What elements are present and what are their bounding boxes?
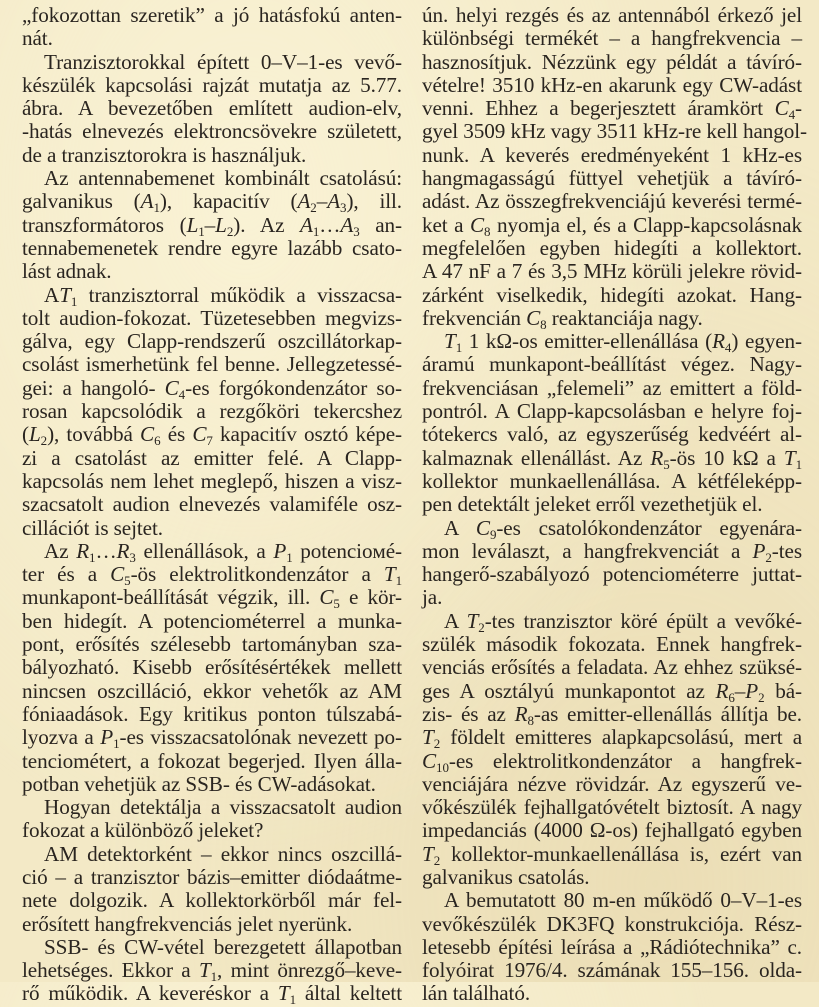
text-line: hasznosítjuk. Nézzünk egy példát a távíró- [422, 49, 802, 74]
text-line: „fokozottan szeretik” a jó hatásfokú anten- [22, 3, 402, 27]
text-line: pen detektált jeleket erről vezethetjük el. [422, 492, 763, 517]
text-line: $T_2$ földelt emitteres alapkapcsolású, mert a [422, 725, 802, 752]
text-line: Hogyan detektálja a visszacsatolt audion [44, 795, 402, 820]
text-line: zi a csatolást az emitter felé. A Clapp- [22, 445, 402, 470]
text-line: vételre! 3510 kHz-en akarunk egy CW-adást [422, 72, 802, 97]
text-line: ja. [422, 585, 443, 610]
text-line: -hatás elnevezés elektroncsövekre született, [22, 119, 402, 144]
text-line: tennabemenetek rendre egyre lazább csato- [22, 235, 402, 260]
right-column [422, 3, 808, 1006]
text-line: nát. [22, 26, 53, 51]
text-line: transzformátoros $(L_1-L_2)$. Az $A_1\dots A_3$ an- [22, 212, 403, 239]
text-line: lyozva a $P_1-es$ visszacsatolónak nevezett po- [22, 725, 402, 752]
text-line: galvanikus $(A_1)$, kapacitív $(A_2-A_3)$, ill. [22, 189, 402, 216]
text-line: fokozat a különböző jeleket? [22, 818, 264, 843]
text-line: $(L_2)$, továbbá $C_6$ és $C_7$ kapacitív osztó képe- [22, 422, 403, 449]
text-line: Tranzisztorokkal épített 0–V–1-es vevő- [44, 49, 402, 74]
text-line: hangerő-szabályozó potenciométerre juttat- [422, 562, 802, 587]
text-line: $C_{10}-es$ elektrolitkondenzátor a hangfrek- [422, 748, 802, 775]
text-line: ábra. A bevezetőben említett audion-elv, [22, 96, 402, 121]
text-line: A $C_9-es$ csatolókondenzátor egyenára- [444, 515, 802, 542]
text-line: vőkészülék fejhallgatóvételt biztosít. A nagy [422, 795, 802, 820]
text-line: nunk. A keverés eredményeként 1 kHz-es [422, 142, 802, 167]
text-line: ket a $C_8$ nyomja el, és a Clapp-kapcsolásnak [422, 212, 802, 239]
text-line: $AT_1$ tranzisztorral működik a visszacsa- [44, 282, 402, 309]
text-line: szacsatolt audion elnevezés valamiféle osz- [22, 492, 402, 517]
text-line: A 47 nF a 7 és 3,5 MHz körüli jelekre rövid- [422, 259, 802, 284]
text-line: gyel 3509 kHz vagy 3511 kHz-re kell hangol- [422, 119, 808, 144]
text-line: pont, erősítés szélesebb tartományban sza- [22, 632, 402, 657]
text-line: ter és a $C_5-ös$ elektrolitkondenzátor a $T_1$ [22, 562, 402, 589]
text-line: készülék kapcsolási rajzát mutatja az 5.77. [22, 72, 402, 97]
text-line: AM detektorként – ekkor nincs oszcillá- [44, 841, 402, 866]
text-line: kapcsolás nem lehet meglepő, hiszen a visz- [22, 468, 402, 493]
text-line: A bemutatott 80 m-en működő 0–V–1-es [444, 888, 802, 913]
text-line: nete dolgozik. A kollektorkörből már fel- [22, 888, 402, 913]
text-line: ció – a tranzisztor bázis–emitter diódaátme- [22, 864, 402, 889]
text-line: pontról. A Clapp-kapcsolásban e helyre foj- [422, 399, 802, 424]
text-line: Az antennabemenet kombinált csatolású: [44, 166, 402, 191]
text-line: letesebb építési leírása a „Rádiótechnika” c. [422, 934, 802, 959]
text-line: frekvencián $C_8$ reaktanciája nagy. [422, 305, 703, 332]
text-line: nincsen oszcilláció, ekkor vehetők az AM [22, 678, 402, 703]
text-line: rő működik. A keveréskor a $T_1$ által keltett [22, 981, 402, 1007]
text-line: kollektor munkaellenállása. A kétféleképp- [422, 468, 802, 493]
text-line: frekvenciásan „felemeli” az emittert a föld- [422, 375, 802, 400]
text-line: csolást ismerhetünk fel benne. Jellegzetessé- [22, 352, 402, 377]
text-line: gei: a hangoló- $C_4-es$ forgókondenzátor so- [22, 375, 402, 402]
text-line: munkapont-beállítását végzik, ill. $C_5$ e kör- [22, 585, 402, 612]
text-line: fóniaadások. Egy kritikus ponton túlszabá- [22, 701, 402, 726]
text-line: erősített hangfrekvenciás jelet nyerünk. [22, 911, 353, 936]
text-line: venciájára nézve rövidzár. Az egyszerű ve- [422, 771, 802, 796]
text-line: potban vehetjük az SSB- és CW-adásokat. [22, 771, 376, 796]
text-line: ún. helyi rezgés és az antennából érkező jel [422, 3, 802, 27]
text-line: különbségi termékét – a hangfrekvencia – [422, 26, 802, 51]
text-line: cillációt is sejtet. [22, 515, 163, 540]
text-line: Az $R_1\dots R_3$ ellenállások, a $P_1$ potencioмé- [44, 538, 403, 565]
text-line: tenciométert, a fokozat begerjed. Ilyen álla- [22, 748, 402, 773]
text-line: A $T_2$-tes tranzisztor köré épült a vevőké- [444, 608, 802, 635]
text-line: rosan kapcsolódik a rezgőköri tekercshez [22, 399, 402, 424]
text-line: szülék második fokozata. Ennek hangfrek- [422, 632, 802, 657]
text-line: venni. Ehhez a begerjesztett áramkört $C_4-$ [422, 96, 802, 123]
text-line: kalmaznak ellenállást. Az $R_5-ös$ 10 kΩ a $T_1$ [422, 445, 802, 472]
text-line: folyóirat 1976/4. számának 155–156. olda- [422, 958, 802, 983]
text-line: adást. Az összegfrekvenciájú keverési termé- [422, 189, 802, 214]
text-line: ben hidegít. A potenciométerrel a munka- [22, 608, 402, 633]
text-line: zis- és az $R_8-as$ emitter-ellenállás állítja be. [422, 701, 802, 728]
text-line: mon leválaszt, a hangfrekvenciát a $P_2$-tes [422, 538, 802, 565]
text-line: de a tranzisztorokra is használjuk. [22, 142, 307, 167]
text-line: áramú munkapont-beállítást végez. Nagy- [422, 352, 802, 377]
text-line: lást adnak. [22, 259, 112, 284]
text-line: impedanciás (4000 Ω-os) fejhallgató egyben [422, 818, 802, 843]
left-column [22, 4, 402, 1006]
text-line: bályozható. Kisebb erősítésértékek mellett [22, 655, 402, 680]
text-line: $T_1$ 1 kΩ-os emitter-ellenállása $(R_4)$ egyen- [444, 329, 802, 356]
text-line: galvanikus csatolás. [422, 864, 590, 889]
text-line: ges A osztályú munkapontot az $R_6-P_2$ bá- [422, 678, 803, 705]
text-line: hangmagasságú füttyel vehetjük a távíró- [422, 166, 802, 191]
text-line: lán található. [422, 981, 531, 1006]
text-line: SSB- és CW-vétel berezgetett állapotban [44, 934, 402, 959]
text-line: tótekercs való, az egyszerűség kedvéért al- [422, 422, 802, 447]
text-line: gálva, egy Clapp-rendszerű oszcillátorkap- [22, 329, 402, 354]
text-line: megfelelően egyben hidegíti a kollektort. [422, 235, 802, 260]
text-line: venciás erősítés a feladata. Az ehhez szüksé- [422, 655, 802, 680]
text-line: zárként viselkedik, hidegíti azokat. Hang- [422, 282, 802, 307]
text-line: vevőkészülék DK3FQ konstrukciója. Rész- [422, 911, 802, 936]
text-line: $T_2$ kollektor-munkaellenállása is, ezért van [422, 841, 802, 868]
text-line: lehetséges. Ekkor a $T_1$, mint önrezgő–keve- [22, 958, 402, 985]
text-line: tolt audion-fokozat. Tüzetesebben megvizs- [22, 305, 402, 330]
